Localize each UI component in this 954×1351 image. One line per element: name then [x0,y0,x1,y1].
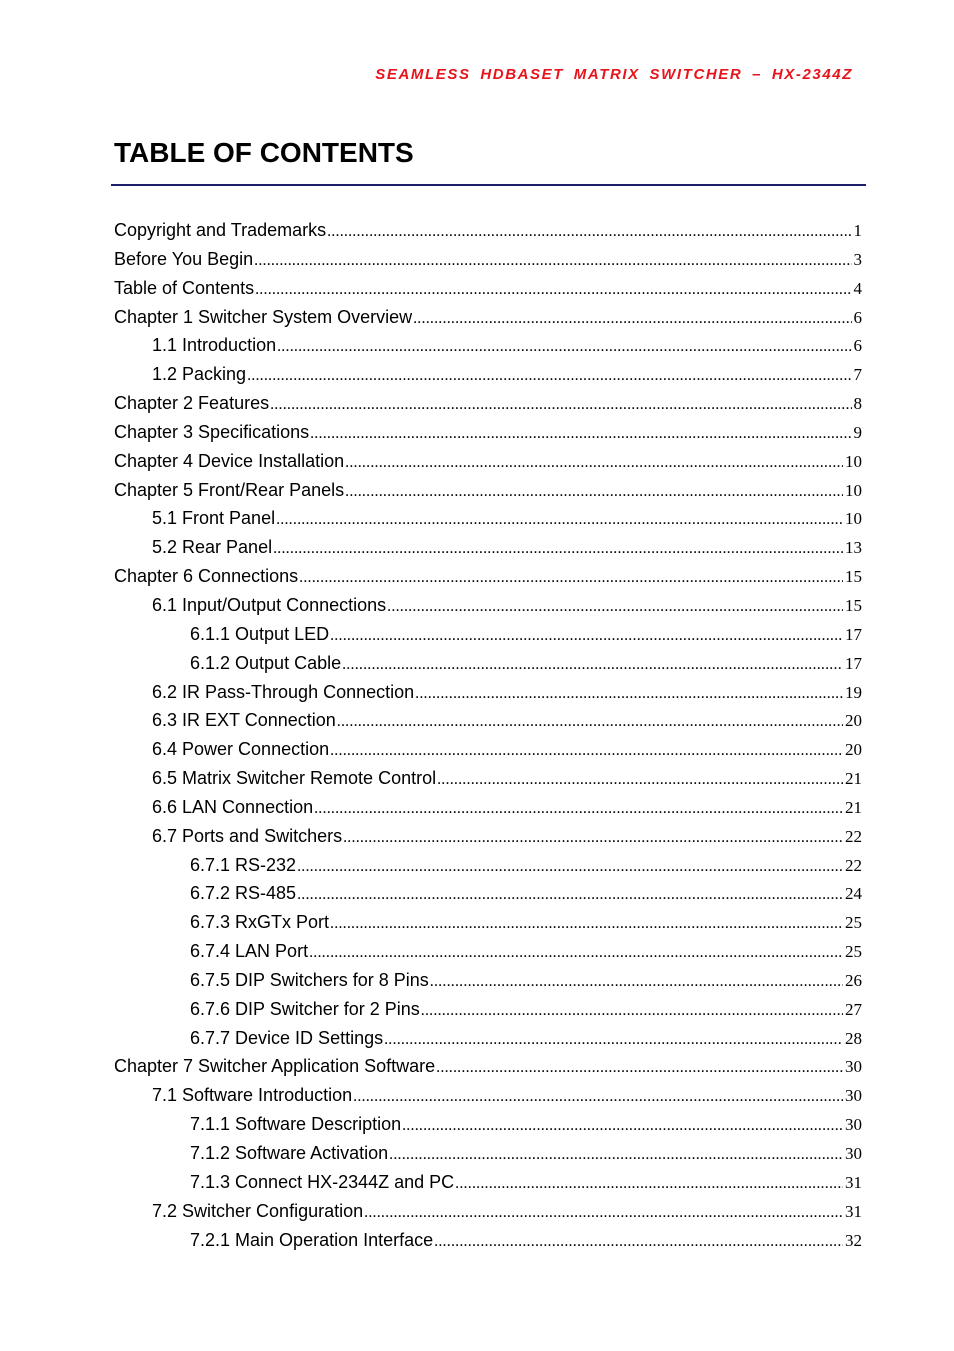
toc-entry[interactable] [0,908,862,937]
toc-entry-title: 1.1 Introduction [152,335,277,356]
toc-entry-title: 6.3 IR EXT Connection [152,710,336,731]
dot-leader [364,1199,843,1228]
toc-entry-page-number: 25 [845,913,862,933]
toc-entry-page-number: 15 [845,567,862,587]
toc-entry-page-number: 20 [845,740,862,760]
toc-entry-page-number: 30 [845,1057,862,1077]
toc-entry-page-number: 28 [845,1028,862,1048]
dot-leader [277,333,851,362]
dot-leader [384,1026,843,1055]
toc-entry[interactable] [0,735,862,764]
toc-entry-title: 6.5 Matrix Switcher Remote Control [152,768,437,789]
toc-entry[interactable] [0,1052,862,1081]
toc-entry-page-number: 22 [845,855,862,875]
toc-entry-title: 7.1 Software Introduction [152,1085,353,1106]
toc-entry[interactable] [0,937,862,966]
toc-entry-page-number: 6 [853,307,862,327]
toc-entry[interactable] [0,418,862,447]
dot-leader [254,247,851,276]
dot-leader [314,795,843,824]
toc-entry[interactable] [0,678,862,707]
dot-leader [297,881,843,910]
toc-entry-title: 6.1.2 Output Cable [190,652,342,673]
toc-entry[interactable] [0,1081,862,1110]
dot-leader [330,622,843,651]
toc-entry-page-number: 31 [845,1172,862,1192]
dot-leader [345,478,843,507]
toc-entry-title: 1.2 Packing [152,364,247,385]
toc-entry-page-number: 21 [845,797,862,817]
toc-entry-page-number: 31 [845,1201,862,1221]
toc-entry[interactable] [0,331,862,360]
toc-entry-page-number: 17 [845,624,862,644]
dot-leader [343,824,843,853]
toc-entry[interactable] [0,245,862,274]
toc-entry[interactable] [0,620,862,649]
toc-entry-title: 6.1 Input/Output Connections [152,594,387,615]
toc-entry[interactable] [0,1110,862,1139]
toc-entry-title: 6.7.6 DIP Switcher for 2 Pins [190,998,420,1019]
toc-entry-title: 6.7 Ports and Switchers [152,825,343,846]
toc-entry[interactable] [0,562,862,591]
toc-entry-page-number: 20 [845,711,862,731]
dot-leader [455,1170,843,1199]
toc-entry-title: Chapter 6 Connections [114,566,299,587]
dot-leader [330,737,843,766]
toc-entry-title: Chapter 2 Features [114,393,270,414]
dot-leader [436,1054,843,1083]
dot-leader [247,362,851,391]
toc-entry-page-number: 6 [853,336,862,356]
toc-entry-title: 6.7.7 Device ID Settings [190,1027,384,1048]
toc-entry-title: 7.1.3 Connect HX-2344Z and PC [190,1171,455,1192]
toc-entry-title: Table of Contents [114,277,255,298]
toc-entry[interactable] [0,851,862,880]
dot-leader [297,853,843,882]
dot-leader [421,997,843,1026]
toc-entry-page-number: 25 [845,942,862,962]
toc-entry-title: 7.2.1 Main Operation Interface [190,1229,434,1250]
dot-leader [342,651,843,680]
toc-entry-title: 6.7.5 DIP Switchers for 8 Pins [190,969,429,990]
toc-entry-page-number: 17 [845,653,862,673]
toc-entry-page-number: 19 [845,682,862,702]
toc-list [0,216,954,1254]
toc-entry-title: 6.4 Power Connection [152,739,330,760]
toc-entry[interactable] [0,1197,862,1226]
dot-leader [430,968,843,997]
toc-entry-page-number: 10 [845,451,862,471]
toc-entry-page-number: 30 [845,1086,862,1106]
toc-entry-title: 6.7.1 RS-232 [190,854,297,875]
toc-entry[interactable] [0,1168,862,1197]
toc-entry-title: 6.7.4 LAN Port [190,941,309,962]
toc-entry-page-number: 24 [845,884,862,904]
toc-entry[interactable] [0,591,862,620]
toc-entry-title: Chapter 1 Switcher System Overview [114,306,413,327]
toc-entry[interactable] [0,1139,862,1168]
toc-entry-title: 7.2 Switcher Configuration [152,1200,364,1221]
toc-entry-title: Before You Begin [114,248,254,269]
toc-entry-page-number: 10 [845,480,862,500]
toc-entry[interactable] [0,389,862,418]
dot-leader [276,506,843,535]
toc-entry-title: Chapter 4 Device Installation [114,450,345,471]
toc-entry-title: 7.1.1 Software Description [190,1114,402,1135]
dot-leader [345,449,843,478]
dot-leader [437,766,843,795]
toc-entry[interactable] [0,649,862,678]
toc-entry[interactable] [0,706,862,735]
toc-entry-page-number: 27 [845,999,862,1019]
dot-leader [270,391,851,420]
dot-leader [337,708,843,737]
toc-entry-title: 6.2 IR Pass-Through Connection [152,681,415,702]
toc-entry-title: Copyright and Trademarks [114,220,327,240]
toc-entry-title: 6.6 LAN Connection [152,796,314,817]
toc-entry-page-number: 10 [845,509,862,529]
toc-entry[interactable] [0,216,862,245]
toc-entry[interactable] [0,1024,862,1053]
toc-entry-title: 6.1.1 Output LED [190,623,330,644]
dot-leader [309,939,843,968]
toc-entry-title: Chapter 3 Specifications [114,421,310,442]
title-divider [111,184,866,186]
toc-entry-page-number: 9 [853,422,862,442]
toc-entry-title: 5.2 Rear Panel [152,537,273,558]
toc-entry-title: 5.1 Front Panel [152,508,276,529]
toc-entry-title: Chapter 7 Switcher Application Software [114,1056,436,1077]
page-title: TABLE OF CONTENTS [114,137,414,168]
dot-leader [434,1228,843,1257]
toc-entry[interactable] [0,447,862,476]
dot-leader [327,218,851,247]
toc-entry-page-number: 30 [845,1144,862,1163]
toc-entry[interactable] [0,966,862,995]
toc-entry[interactable] [0,533,862,562]
toc-entry-page-number: 1 [853,221,862,240]
toc-entry-page-number: 8 [853,394,862,414]
dot-leader [387,593,843,622]
toc-entry-page-number: 4 [853,278,862,298]
toc-entry[interactable] [0,274,862,303]
toc-entry-title: 7.1.2 Software Activation [190,1143,389,1163]
dot-leader [330,910,843,939]
running-header: SEAMLESS HDBASET MATRIX SWITCHER – HX-2344Z [375,66,853,83]
toc-entry-title: 6.7.2 RS-485 [190,883,297,904]
toc-entry[interactable] [0,764,862,793]
toc-entry-page-number: 7 [853,365,862,385]
dot-leader [299,564,843,593]
dot-leader [255,276,851,305]
dot-leader [353,1083,843,1112]
dot-leader [310,420,851,449]
toc-entry-page-number: 22 [845,826,862,846]
toc-entry[interactable] [0,504,862,533]
toc-entry[interactable] [0,303,862,332]
toc-entry[interactable] [0,1226,862,1255]
toc-entry-page-number: 21 [845,769,862,789]
toc-entry-page-number: 3 [853,249,862,269]
toc-entry-page-number: 30 [845,1115,862,1135]
toc-entry-title: 6.7.3 RxGTx Port [190,912,330,933]
toc-entry[interactable] [0,793,862,822]
toc-entry[interactable] [0,879,862,908]
dot-leader [273,535,843,564]
toc-entry[interactable] [0,995,862,1024]
toc-entry[interactable] [0,360,862,389]
toc-entry-title: Chapter 5 Front/Rear Panels [114,479,345,500]
dot-leader [415,680,843,709]
toc-entry-page-number: 13 [845,538,862,558]
dot-leader [413,305,851,334]
toc-entry-page-number: 26 [845,970,862,990]
toc-entry[interactable] [0,476,862,505]
dot-leader [389,1141,843,1170]
dot-leader [402,1112,843,1141]
toc-entry-page-number: 32 [845,1230,862,1250]
toc-entry-page-number: 15 [845,595,862,615]
toc-entry[interactable] [0,822,862,851]
